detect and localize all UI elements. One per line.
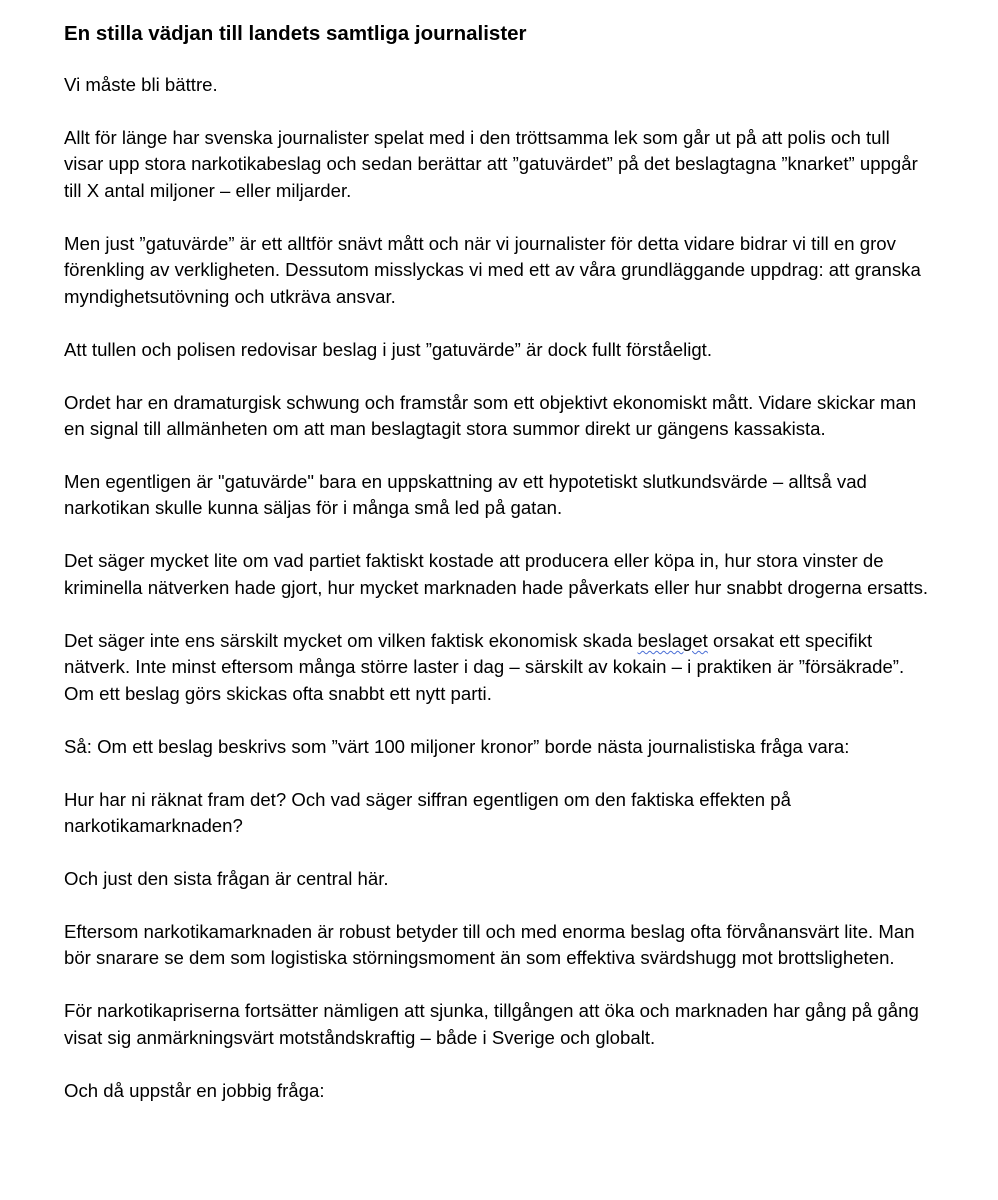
document-title: En stilla vädjan till landets samtliga journalister [64, 22, 527, 45]
paragraph: Hur har ni räknat fram det? Och vad säger siffran egentligen om den faktiska effekten på narkotikamarknaden? [64, 788, 791, 837]
paragraph: För narkotikapriserna fortsätter nämligen att sjunka, tillgången att öka och marknaden har gång på gång visat sig anmärkningsvärt motståndskraftig – både i Sverige och globalt. [64, 1000, 919, 1048]
paragraph [64, 628, 934, 707]
paragraph: Vi måste bli bättre. [64, 74, 218, 95]
document-body [64, 20, 934, 1131]
paragraph: Och just den sista frågan är central här. [64, 868, 389, 890]
paragraph-text-after: orsakat ett specifikt nätverk. Inte minst eftersom många större laster i dag – särskilt av kokain – i praktiken är ”försäkrade”. Om ett beslag görs skickas ofta snabbt ett nytt parti. [64, 629, 905, 704]
paragraph: Men just ”gatuvärde” är ett alltför snävt mått och när vi journalister för detta vidare bidrar vi till en grov förenkling av verkligheten. Dessutom misslyckas vi med ett av våra grundläggande uppdrag: att granska myndighetsutövning och utkräva ansvar. [64, 232, 921, 307]
paragraph: Att tullen och polisen redovisar beslag i just ”gatuvärde” är dock fullt förståeligt. [64, 338, 713, 360]
paragraph: Det säger mycket lite om vad partiet faktiskt kostade att producera eller köpa in, hur stora vinster de kriminella nätverken hade gjort, hur mycket marknaden hade påverkats eller hur snabbt drogerna ersatts. [64, 550, 929, 598]
spellcheck-flagged-word[interactable]: beslaget [637, 629, 708, 651]
paragraph: Och då uppstår en jobbig fråga: [64, 1079, 325, 1101]
paragraph: Ordet har en dramaturgisk schwung och framstår som ett objektivt ekonomiskt mått. Vidare skickar man en signal till allmänheten om att man beslagtagit stora summor direkt ur gängens kassakista. [64, 391, 917, 440]
paragraph-text-before: Det säger inte ens särskilt mycket om vilken faktisk ekonomisk skada [64, 629, 638, 651]
paragraph: Men egentligen är "gatuvärde" bara en uppskattning av ett hypotetiskt slutkundsvärde – alltså vad narkotikan skulle kunna säljas för i många små led på gatan. [64, 471, 867, 519]
paragraph: Eftersom narkotikamarknaden är robust betyder till och med enorma beslag ofta förvånansvärt lite. Man bör snarare se dem som logistiska störningsmoment än som effektiva svärdshugg mot brottsligheten. [64, 921, 915, 969]
paragraph: Så: Om ett beslag beskrivs som ”värt 100 miljoner kronor” borde nästa journalistiska fråga vara: [64, 735, 850, 757]
paragraph: Allt för länge har svenska journalister spelat med i den tröttsamma lek som går ut på att polis och tull visar upp stora narkotikabeslag och sedan berättar att ”gatuvärdet” på det beslagtagna ”knarket” uppgår till X antal miljoner – eller miljarder. [64, 127, 918, 201]
